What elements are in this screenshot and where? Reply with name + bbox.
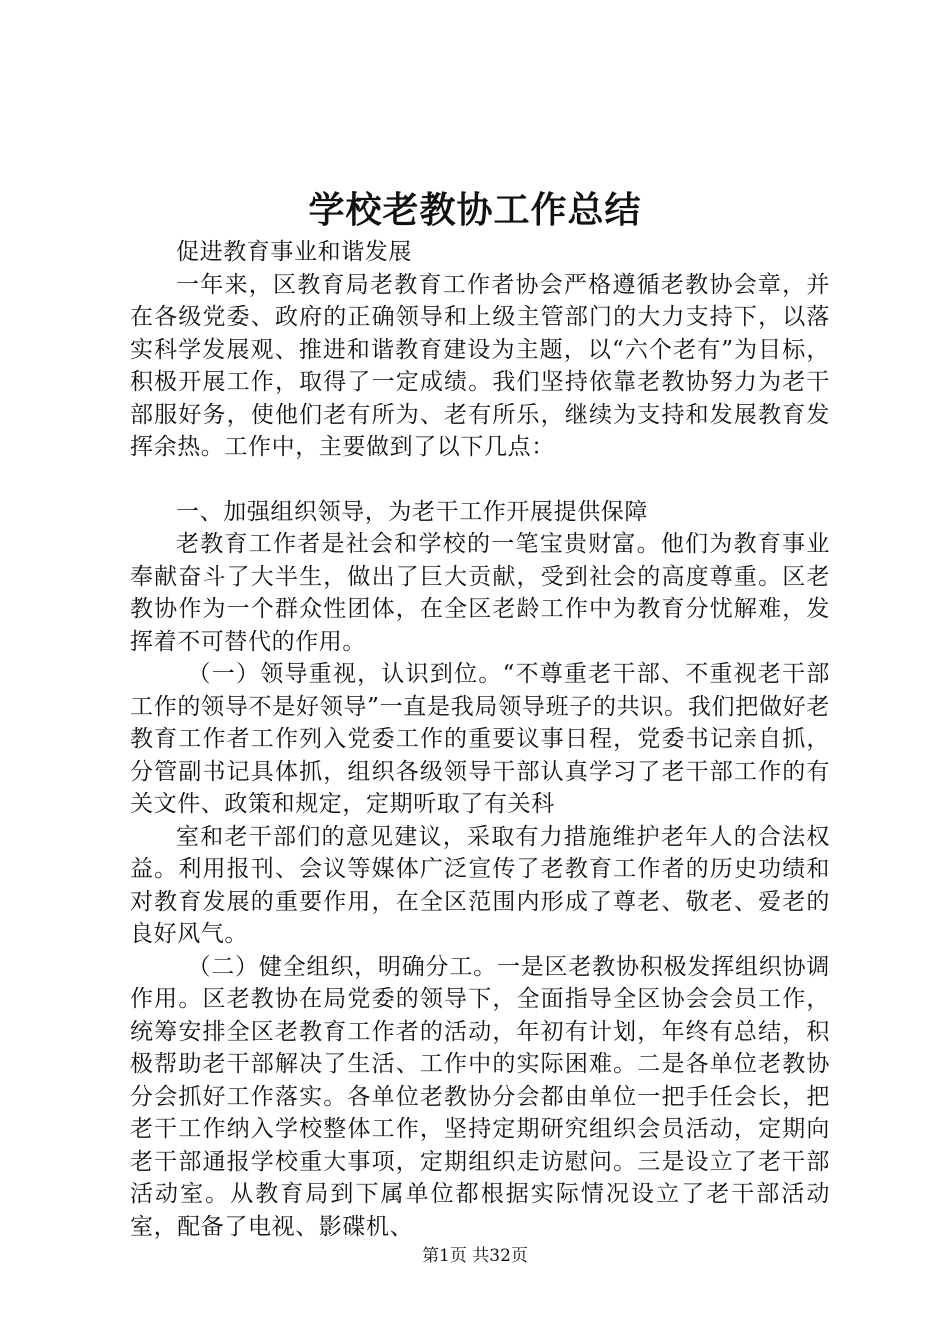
paragraph-section-1: 老教育工作者是社会和学校的一笔宝贵财富。他们为教育事业奉献奋斗了大半生，做出了巨大贡献，受到社会的高度尊重。区老教协作为一个群众性团体，在全区老龄工作中为教育分忧解难，发挥着不可替代的作用。	[130, 531, 830, 655]
document-title: 学校老教协工作总结	[308, 189, 642, 231]
paragraph-item-2: （二）健全组织，明确分工。一是区老教协积极发挥组织协调作用。区老教协在局党委的领导下，全面指导全区协会会员工作，统筹安排全区老教育工作者的活动，年初有计划，年终有总结，积极帮助老干部解决了生活、工作中的实际困难。二是各单位老教协分会抓好工作落实。各单位老教协分会都由单位一把手任会长，把老干工作纳入学校整体工作，坚持定期研究组织会员活动，定期向老干部通报学校重大事项，定期组织走访慰问。三是设立了老干部活动室。从教育局到下属单位都根据实际情况设立了老干部活动室，配备了电视、影碟机、	[130, 953, 830, 1240]
page-number-footer: 第1页 共32页	[422, 1246, 528, 1266]
paragraph-item-1-continued: 室和老干部们的意见建议，采取有力措施维护老年人的合法权益。利用报刊、会议等媒体广泛宣传了老教育工作者的历史功绩和对教育发展的重要作用，在全区范围内形成了尊老、敬老、爱老的良好风气。	[130, 823, 830, 947]
paragraph-subtitle: 促进教育事业和谐发展	[176, 239, 412, 265]
paragraph-item-1: （一）领导重视，认识到位。“不尊重老干部、不重视老干部工作的领导不是好领导”一直是我局领导班子的共识。我们把做好老教育工作者工作列入党委工作的重要议事日程，党委书记亲自抓，分管副书记具体抓，组织各级领导干部认真学习了老干部工作的有关文件、政策和规定，定期听取了有关科	[130, 661, 830, 817]
section-heading-1: 一、加强组织领导，为老干工作开展提供保障	[176, 498, 648, 525]
paragraph-intro: 一年来，区教育局老教育工作者协会严格遵循老教协会章，并在各级党委、政府的正确领导和上级主管部门的大力支持下，以落实科学发展观、推进和谐教育建设为主题，以“六个老有”为目标，积极开展工作，取得了一定成绩。我们坚持依靠老教协努力为老干部服好务，使他们老有所为、老有所乐，继续为支持和发展教育发挥余热。工作中，主要做到了以下几点：	[130, 271, 830, 460]
document-body	[130, 236, 830, 1243]
